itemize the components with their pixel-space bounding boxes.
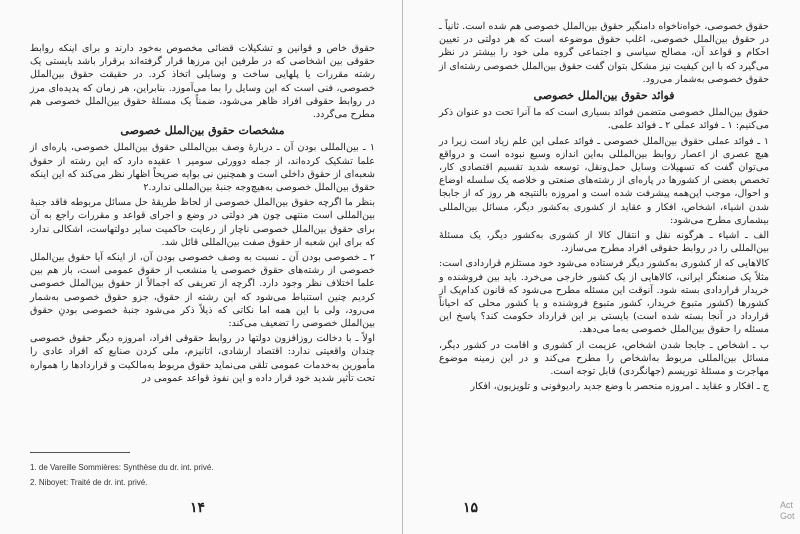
right-paragraph-5: ب ـ اشخاص ـ جابجا شدن اشخاص، عزیمت از کشوری و اقامت در کشور دیگر، مسائل بین‌المللی مربوط به‌اشخاص را مطرح می‌کند و در این زمینه موضوع مهاجرت و مسئلهٔ توریسم (جهانگردی) قابل توجه است. <box>439 339 769 378</box>
left-intro-paragraph: حقوق خاص و قوانین و تشکیلات قضائی مخصوص به‌خود دارند و برای اینکه روابط حقوقی بین اشخاصی که در طرفین این مرزها قرار گرفته‌اند برقرار باشد بایستی یک رشته مقررات یا پلهایی ساخت و وسایلی اتخاذ کرد. در حقیقت حقوق بین‌الملل خصوصی، فنی است که این وسایل را بما می‌آموزد. بنابراین، هر زمان که پدیده‌ای مرز در روابط حقوقی افراد ظاهر می‌شود، ضمناً یک مسئلهٔ حقوق بین‌الملل خصوصی هم مطرح می‌گردد. <box>30 43 375 121</box>
footnotes <box>30 460 214 490</box>
left-paragraph-1: ۱ ـ بین‌المللی بودن آن ـ دربارهٔ وصف بین‌المللی حقوق بین‌الملل خصوصی، پاره‌ای از علما تشکیک کرده‌اند، از جمله دوورئی سومیر ۱ عقیده دارد که این رشته از حقوق شعبه‌ای از حقوق داخلی است و همچنین نی بوایه صریحاً اظهار نظر می‌کند که این اینکه حقوق بین‌الملل خصوصی به‌هیچ‌وجه جنبهٔ بین‌المللی ندارد.۲ <box>30 142 375 194</box>
right-page <box>403 0 800 534</box>
watermark-line-2: Got <box>780 511 795 521</box>
left-section-heading: مشخصات حقوق بین‌الملل خصوصی <box>120 124 285 138</box>
left-paragraph-3: ۲ ـ خصوصی بودن آن ـ نسبت به وصف خصوصی بودن آن، از اینکه آیا حقوق بین‌الملل خصوصی از رشته‌های حقوق خصوصی یا منشعب از حقوق عمومی است، باز هم بین علما اختلاف نظر وجود دارد. اگرچه از تعریفی که اجمالاً از حقوق بین‌الملل خصوصی کردیم چنین استنباط می‌شود که این رشته از حقوق، جزو حقوق خصوصی به‌شمار می‌رود، ولی با این همه اما نکاتی که ذیلاً ذکر می‌شود جنبهٔ خصوصی بودنِ حقوق بین‌الملل خصوصی را تضعیف می‌کند: <box>30 252 375 330</box>
right-paragraph-2: ۱ ـ فوائد عملی حقوق بین‌الملل خصوصی ـ فوائد عملی این علم زیاد است زیرا در هیچ عصری از اعصار روابط بین‌المللی به‌این اندازه وسیع نبوده است و درواقع می‌توان گفت که تسهیلات وسایل حمل‌ونقل، توسعه شدید تقسیم اقتصادی کار، تخصص بعضی از کشورها در پاره‌ای از رشته‌های صنعتی و خلاصه یک سلسله اوضاع و احوال، موجب این‌همه پیشرفت شده است و امروزه بالنتیجه هر روز که از جابجا شدن اشیاء، اشخاص، افکار و عقاید از کشوری به‌کشور دیگر، مسائل بین‌المللی بیشماری مطرح می‌شود: <box>439 135 769 226</box>
right-paragraph-4: کالاهایی که از کشوری به‌کشور دیگر فرستاده می‌شود خود مستلزم قراردادی است: مثلاً یک صنعتگر ایرانی، کالاهایی از یک کشور خارجی می‌خرد. باید بین فروشنده و خریدار قراردادی بسته شود. آنوقت این مسئله مطرح می‌شود که قانون کدام‌یک از کشورها (کشور متبوع خریدار، کشور متبوع فروشنده و یا کشور محلی که احیاناً قرارداد در آنجا بسته شده است) بایستی بر این قرارداد حکومت کند؟ پاسخ این مسئله را حقوق بین‌الملل خصوصی به‌ما می‌دهد. <box>439 258 769 336</box>
left-paragraph-2: بنظر ما اگرچه حقوق بین‌الملل خصوصی از لحاظ طریقهٔ حل مسائل مربوطه فاقد جنبهٔ بین‌المللی است منتهی چون هر دولتی در وضع و اجرای قواعد و مقررات راجع به آن برای حقوق بین‌الملل خصوصی ناچار از رعایت حاکمیت سایر دولتهاست، اشکالی ندارد که برای این شعبه از حقوق صفت بین‌المللی قائل شد. <box>30 197 375 248</box>
right-paragraph-1: حقوق بین‌الملل خصوصی متضمن فوائد بسیاری است که ما آنرا تحت دو عنوان ذکر می‌کنیم: ۱ ـ فوائد عملی ۲ ـ فوائد علمی. <box>439 107 769 132</box>
right-intro-paragraph: حقوق خصوصی، خواه‌ناخواه دامنگیر حقوق بین‌الملل خصوصی هم شده است. ثانیاً ـ در حقوق بین‌الملل خصوصی، اغلب حقوق موضوعه است که هر دولتی در تعیین احکام و قواعد آن، مصالح سیاسی و اجتماعی گروه ملی خود را بیشتر در نظر می‌گیرد که با این کیفیت نیز مشکل بتوان گفت حقوق بین‌الملل خصوصی رشته‌ای از حقوق خصوصی به‌شمار می‌رود. <box>439 21 769 85</box>
right-paragraph-3: الف ـ اشیاء ـ هرگونه نقل و انتقال کالا از کشوری به‌کشور دیگر، یک مسئلهٔ بین‌المللی را در روابط حقوقی افراد مطرح می‌سازد. <box>439 230 769 255</box>
right-text-column <box>439 20 769 395</box>
footnote-divider <box>30 452 130 453</box>
watermark-line-1: Act <box>780 500 794 510</box>
footnote-2: 2. Niboyet: Traité de dr. int. privé. <box>30 478 148 487</box>
left-text-column <box>30 42 375 387</box>
left-page-number: ۱۴ <box>190 500 206 516</box>
activation-watermark <box>780 500 795 522</box>
right-section-heading: فوائد حقوق بین‌الملل خصوصی <box>533 89 675 103</box>
right-page-number: ۱۵ <box>463 500 479 516</box>
left-paragraph-4: اولاً ـ با دخالت روزافزون دولتها در روابط حقوقی افراد، امروزه دیگر حقوق خصوصی چندان واقعیتی ندارد: اقتصاد ارشادی، اتانیزم، ملی کردن صنایع که افراد عادی را مأمورین به‌خدمات عمومی تلقی می‌نماید حقوق مربوط به‌مالکیت و قراردادها را همواره تحت تأثیر شدید خود قرار داده و این نفوذ قواعد عمومی در <box>30 333 375 384</box>
right-paragraph-6: ج ـ افکار و عقاید ـ امروزه منحصر با وضع جدید رادیوفونی و تلویزیون، افکار <box>470 381 769 393</box>
footnote-1: 1. de Vareille Sommières: Synthèse du dr. int. privé. <box>30 463 214 472</box>
